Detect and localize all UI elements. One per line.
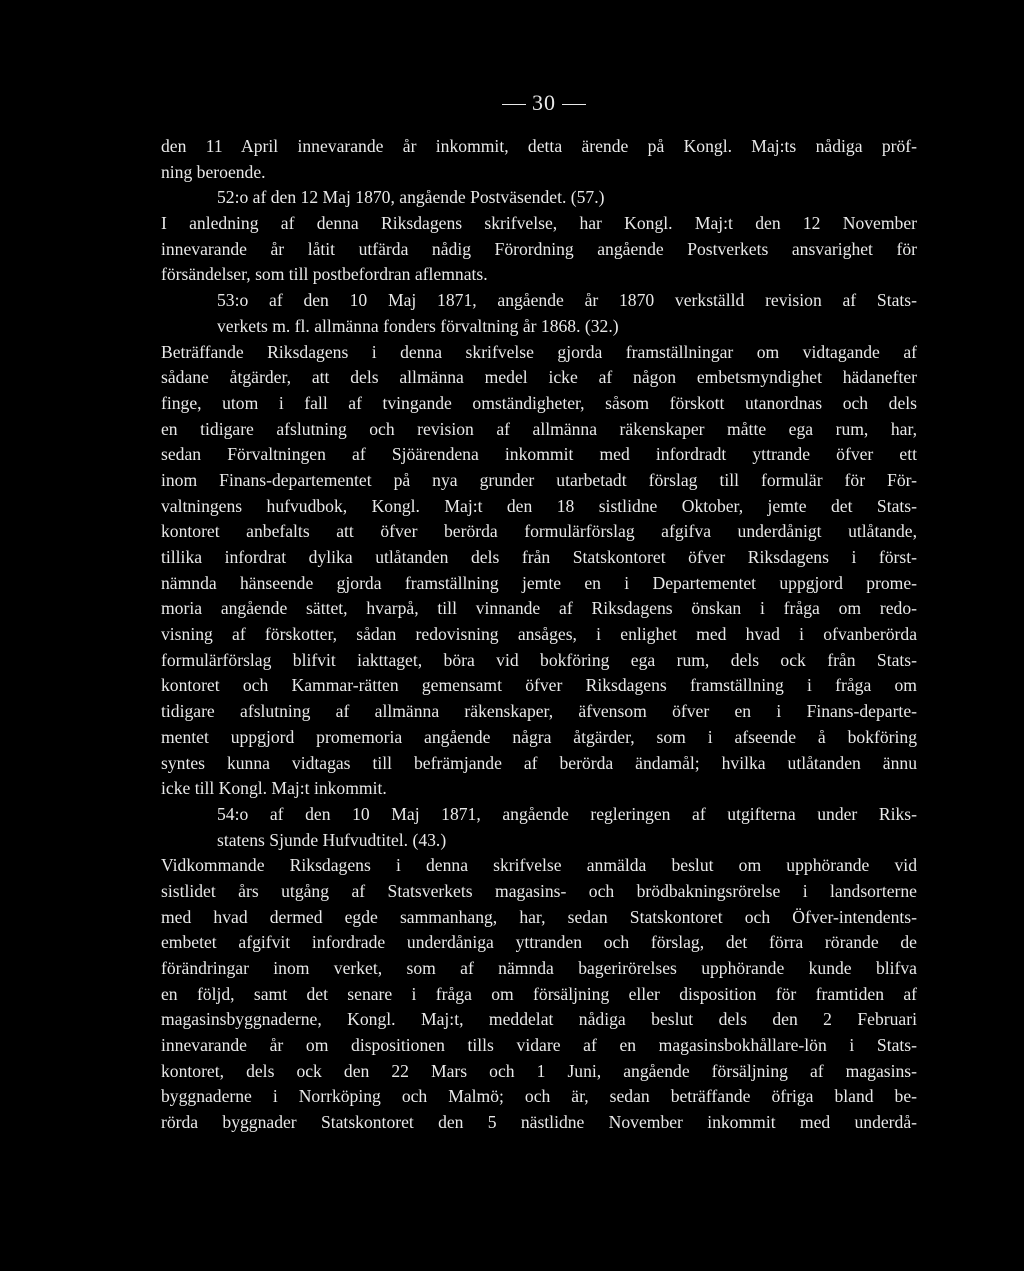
text-line: en tidigare afslutning och revision af allmänna räkenskaper måtte ega rum, har, [161, 418, 917, 439]
text-line: sådane åtgärder, att dels allmänna medel icke af någon embetsmyndighet hädanefter [161, 367, 917, 388]
text-line: sedan Förvaltningen af Sjöärendena inkommit med infordradt yttrande öfver ett [161, 444, 917, 465]
text-line: visning af förskotter, sådan redovisning ansåges, i enlighet med hvad i ofvanberörda [161, 624, 917, 645]
text-line: icke till Kongl. Maj:t inkommit. [161, 778, 387, 799]
text-line: sistlidet års utgång af Statsverkets magasins- och brödbakningsrörelse i landsorterne [161, 880, 917, 901]
text-line: inom Finans-departementet på nya grunder utarbetadt förslag till formulär för För- [161, 469, 917, 490]
text-line: byggnaderne i Norrköping och Malmö; och är, sedan beträffande öfriga bland be- [161, 1086, 917, 1107]
text-line: finge, utom i fall af tvingande omständigheter, såsom förskott utanordnas och dels [161, 392, 917, 413]
text-line: den 11 April innevarande år inkommit, detta ärende på Kongl. Maj:ts nådiga pröf- [161, 136, 917, 156]
text-line: med hvad dermed egde sammanhang, har, sedan Statskontoret och Öfver-intendents- [161, 906, 917, 927]
text-line: 54:o af den 10 Maj 1871, angående regleringen af utgifterna under Riks- [217, 803, 917, 824]
text-line: Vidkommande Riksdagens i denna skrifvelse anmälda beslut om upphörande vid [161, 855, 917, 876]
text-line: innevarande år låtit utfärda nådig Förordning angående Postverkets ansvarighet för [161, 238, 917, 259]
text-line: embetet afgifvit infordrade underdåniga yttranden och förslag, det förra rörande de [161, 932, 917, 953]
page-number-dash-left [502, 104, 526, 105]
text-line: formulärförslag blifvit iakttaget, böra vid bokföring ega rum, dels ock från Stats- [161, 649, 917, 670]
body-text [161, 134, 917, 1136]
text-line: nämnda hänseende gjorda framställning jemte en i Departementet uppgjord prome- [161, 572, 917, 593]
page-number [494, 90, 594, 116]
text-line: I anledning af denna Riksdagens skrifvelse, har Kongl. Maj:t den 12 November [161, 213, 917, 234]
text-line: ning beroende. [161, 161, 266, 182]
text-line: tillika infordrat dylika utlåtanden dels från Statskontoret öfver Riksdagens i först- [161, 547, 917, 567]
text-line: kontoret, dels ock den 22 Mars och 1 Juni, angående försäljning af magasins- [161, 1060, 917, 1081]
text-line: valtningens hufvudbok, Kongl. Maj:t den 18 sistlidne Oktober, jemte det Stats- [161, 495, 917, 516]
text-line: rörda byggnader Statskontoret den 5 nästlidne November inkommit med underdå- [161, 1112, 917, 1133]
page-number-dash-right [562, 104, 586, 105]
text-line: Beträffande Riksdagens i denna skrifvelse gjorda framställningar om vidtagande af [161, 341, 917, 362]
page-number-text: 30 [532, 90, 556, 115]
text-line: innevarande år om dispositionen tills vidare af en magasinsbokhållare-lön i Stats- [161, 1035, 917, 1056]
text-line: kontoret och Kammar-rätten gemensamt öfver Riksdagens framställning i fråga om [161, 675, 917, 696]
text-line: 52:o af den 12 Maj 1870, angående Postväsendet. (57.) [217, 187, 605, 208]
text-line: magasinsbyggnaderne, Kongl. Maj:t, meddelat nådiga beslut dels den 2 Februari [161, 1009, 917, 1030]
text-line: försändelser, som till postbefordran aflemnats. [161, 264, 488, 285]
text-line: en följd, samt det senare i fråga om försäljning eller disposition för framtiden af [161, 983, 917, 1004]
text-line: kontoret anbefalts att öfver berörda formulärförslag afgifva underdånigt utlåtande, [161, 521, 917, 542]
text-line: 53:o af den 10 Maj 1871, angående år 1870 verkställd revision af Stats- [217, 290, 917, 311]
text-line: mentet uppgjord promemoria angående några åtgärder, som i afseende å bokföring [161, 726, 917, 747]
text-line: tidigare afslutning af allmänna räkenskaper, äfvensom öfver en i Finans-departe- [161, 701, 917, 722]
text-line: syntes kunna vidtagas till befrämjande af berörda ändamål; hvilka utlåtanden ännu [161, 752, 917, 773]
text-line: statens Sjunde Hufvudtitel. (43.) [217, 829, 447, 850]
text-line: förändringar inom verket, som af nämnda bagerirörelses upphörande kunde blifva [161, 958, 917, 978]
text-line: moria angående sättet, hvarpå, till vinnande af Riksdagens önskan i fråga om redo- [161, 598, 917, 619]
text-line: verkets m. fl. allmänna fonders förvaltning år 1868. (32.) [217, 315, 619, 336]
